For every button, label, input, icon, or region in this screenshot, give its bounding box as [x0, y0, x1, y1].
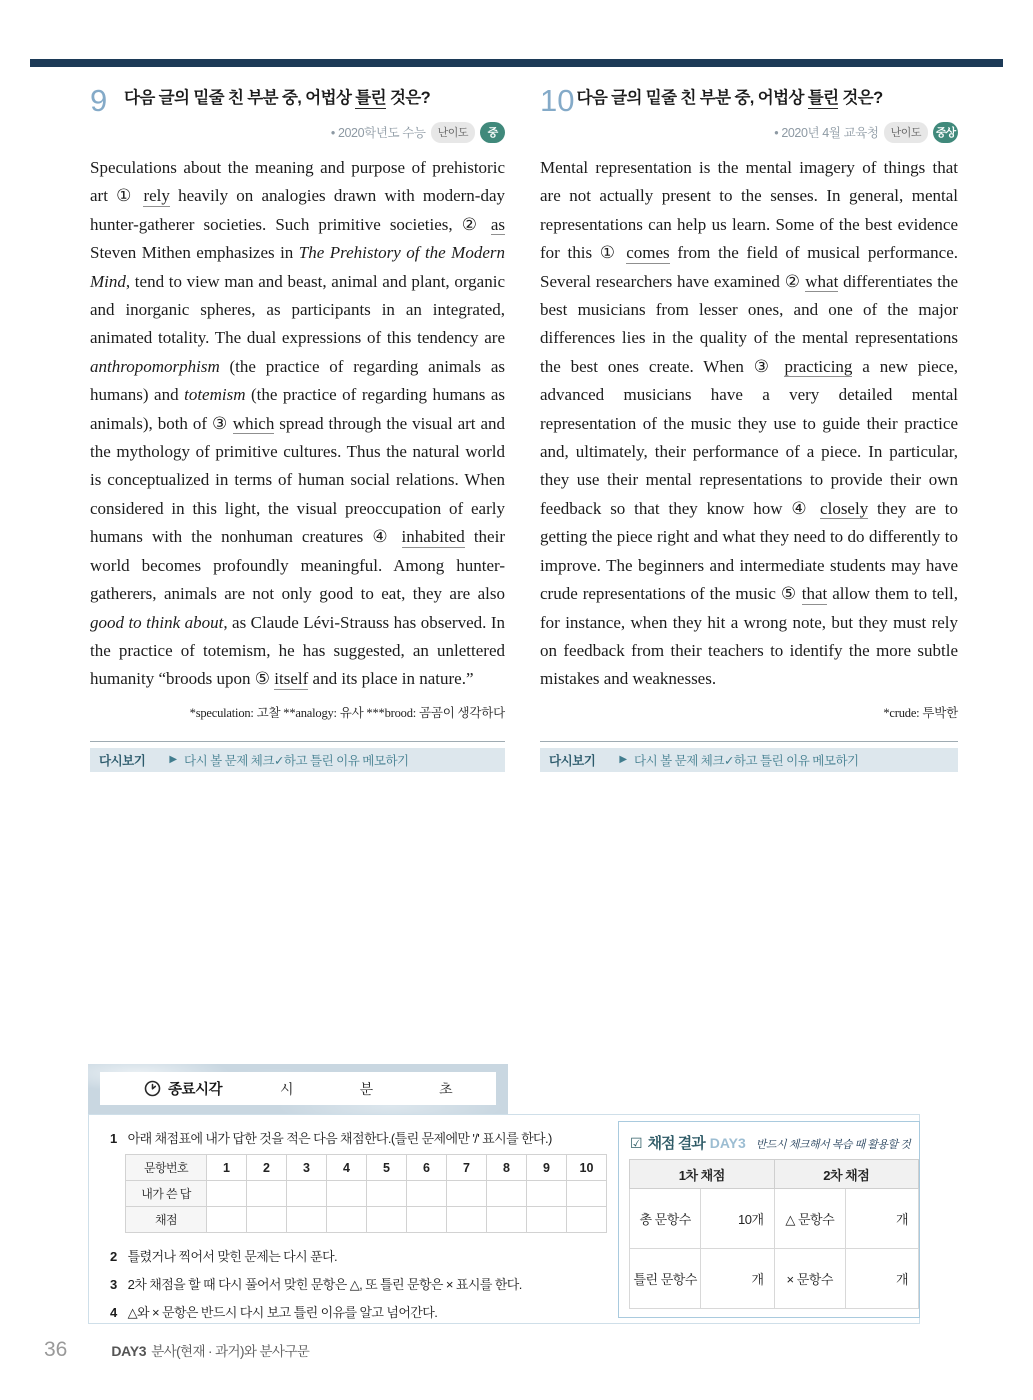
question-number: 9	[90, 83, 108, 118]
question-title-underlined: 틀린	[807, 89, 839, 107]
review-label: 다시보기	[549, 753, 596, 768]
score-header-cell: 1	[207, 1155, 247, 1181]
row-label: 채점	[126, 1207, 207, 1233]
clock-icon	[144, 1080, 161, 1097]
footer-day-label: DAY3	[111, 1343, 147, 1359]
instruction-number: 1	[110, 1131, 117, 1146]
question-meta	[540, 121, 958, 143]
passage-footnote: *speculation: 고찰 **analogy: 유사 ***brood: 곰곰이 생각하다	[189, 705, 505, 720]
review-label: 다시보기	[99, 753, 146, 768]
result-row	[630, 1189, 919, 1249]
divider	[540, 741, 958, 742]
result-label: 틀린 문항수	[630, 1249, 701, 1309]
end-time-bar	[100, 1072, 496, 1105]
result-value: 10개	[701, 1189, 774, 1249]
second-unit: 초	[439, 1080, 453, 1097]
instruction-text: 아래 채점표에 내가 답한 것을 적은 다음 채점한다.(틀린 문제에만 '/' 표시를 한다.)	[127, 1131, 552, 1146]
play-arrow-icon: ▶	[619, 754, 628, 766]
answer-cell	[207, 1181, 247, 1207]
page-number: 36	[44, 1338, 68, 1361]
play-arrow-icon: ▶	[169, 754, 178, 766]
result-label: 총 문항수	[630, 1189, 701, 1249]
handwritten-note: 반드시 체크해서 복습 때 활용할 것	[755, 1139, 911, 1151]
question-10-header	[540, 84, 958, 118]
result-header-cell: 1차 채점	[630, 1160, 775, 1189]
passage-text: Speculations about the meaning and purpose of prehistoric art ① rely heavily on analogies drawn with modern-day hunter-gatherer societies. Such primitive societies, ② as Steven Mithen emphasizes in The Prehistory of the Modern Mind, tend to view man and beast, animal and plant, organic and inorganic spheres, as participants in an integrated, animated totality. The dual expressions of this tendency are anthropomorphism (the practice of regarding animals as humans) and totemism (the practice of regarding humans as animals), both of ③ which spread through the visual art and the mythology of primitive cultures. Thus the natural world is conceptualized in terms of human social relations. When considered in this light, the visual preoccupation of early humans with the nonhuman creatures ④ inhabited their world becomes profoundly meaningful. Among hunter-gatherers, animals are not only good to eat, they are also good to think about, as Claude Lévi-Strauss has observed. In the practice of totemism, he has suggested, an unlettered humanity “broods upon ⑤ itself and its place in nature.”	[90, 158, 506, 689]
result-label: × 문항수	[774, 1249, 845, 1309]
end-time-label: 종료시각	[168, 1082, 223, 1098]
grade-cell	[407, 1207, 447, 1233]
score-header-cell: 5	[367, 1155, 407, 1181]
review-bar	[90, 748, 505, 772]
answer-cell	[527, 1181, 567, 1207]
grade-cell	[487, 1207, 527, 1233]
instruction-text: △와 × 문항은 반드시 다시 보고 틀린 이유를 알고 넘어간다.	[127, 1305, 438, 1320]
score-header-cell: 9	[527, 1155, 567, 1181]
score-table	[125, 1154, 607, 1233]
answer-cell	[447, 1181, 487, 1207]
result-title: 채점 결과	[647, 1135, 705, 1152]
result-header-cell: 2차 채점	[774, 1160, 918, 1189]
question-title-suffix: 것은?	[385, 89, 431, 107]
result-day-label: DAY3	[709, 1135, 746, 1151]
result-title-row	[630, 1132, 910, 1153]
result-value: 개	[845, 1249, 918, 1309]
minute-unit: 분	[359, 1080, 374, 1097]
grade-cell	[247, 1207, 287, 1233]
difficulty-badge: 중	[480, 122, 505, 143]
instruction-4	[110, 1302, 437, 1321]
question-9-header	[90, 84, 505, 118]
review-text: 다시 볼 문제 체크✓하고 틀린 이유 메모하기	[184, 753, 409, 768]
result-value: 개	[701, 1249, 774, 1309]
footer-chapter-title: 분사(현재 · 과거)와 분사구문	[151, 1344, 310, 1359]
question-title-suffix: 것은?	[838, 89, 883, 107]
answer-cell	[487, 1181, 527, 1207]
score-header-cell: 4	[327, 1155, 367, 1181]
score-header-cell: 7	[447, 1155, 487, 1181]
answer-cell	[407, 1181, 447, 1207]
instruction-number: 4	[110, 1305, 117, 1320]
question-number: 10	[540, 83, 575, 118]
instruction-3	[110, 1274, 522, 1293]
question-title	[576, 88, 882, 109]
review-bar	[540, 748, 958, 772]
answer-cell	[327, 1181, 367, 1207]
divider	[90, 741, 505, 742]
answer-cell	[287, 1181, 327, 1207]
instruction-text: 틀렸거나 찍어서 맞힌 문제는 다시 푼다.	[127, 1249, 338, 1264]
question-meta	[90, 121, 505, 143]
hour-unit: 시	[280, 1080, 294, 1097]
score-header-cell: 6	[407, 1155, 447, 1181]
score-header-cell: 8	[487, 1155, 527, 1181]
result-table	[629, 1159, 919, 1309]
checkbox-icon: ☑	[630, 1135, 643, 1151]
answer-cell	[247, 1181, 287, 1207]
difficulty-label: 난이도	[884, 122, 928, 143]
score-table-header-row	[126, 1155, 607, 1181]
question-title-text: 다음 글의 밑줄 친 부분 중, 어법상	[576, 89, 808, 107]
question-title-underlined: 틀린	[355, 89, 386, 107]
passage-footnote: *crude: 투박한	[883, 705, 958, 720]
grade-cell	[207, 1207, 247, 1233]
grade-cell	[447, 1207, 487, 1233]
grade-cell	[367, 1207, 407, 1233]
result-panel	[618, 1121, 920, 1318]
instruction-2	[110, 1246, 337, 1265]
instruction-number: 2	[110, 1249, 117, 1264]
answer-cell	[367, 1181, 407, 1207]
question-9-block	[90, 84, 505, 772]
instruction-text: 2차 채점을 할 때 다시 풀어서 맞힌 문항은 △, 또 틀린 문항은 × 표시를 한다.	[127, 1277, 522, 1292]
grading-panel	[88, 1114, 920, 1324]
end-time-section	[88, 1064, 508, 1114]
answer-cell	[567, 1181, 607, 1207]
question-title	[124, 88, 430, 109]
result-header-row	[630, 1160, 919, 1189]
passage-text: Mental representation is the mental imagery of things that are not actually present to the senses. In general, mental representations can help us learn. Some of the best evidence for this ① comes from the field of musical performance. Several researchers have examined ② what differentiates the best musicians from lesser ones, and one of the major differences lies in the quality of the mental representations the best ones create. When ③ practicing a new piece, advanced musicians have a very detailed mental representation of the music they use to guide their practice and, ultimately, their performance of a piece. In particular, they use their mental representations to provide their own feedback so that they know how ④ closely they are to getting the piece right and what they need to do differently to improve. The beginners and intermediate students may have crude representations of the music ⑤ that allow them to tell, for instance, when they hit a wrong note, but they must rely on feedback from their teachers to identify the more subtle mistakes and weaknesses.	[540, 158, 958, 689]
question-source: • 2020학년도 수능	[330, 126, 426, 140]
grade-cell	[527, 1207, 567, 1233]
result-value: 개	[845, 1189, 918, 1249]
grading-row	[126, 1207, 607, 1233]
result-row	[630, 1249, 919, 1309]
score-header-cell: 2	[247, 1155, 287, 1181]
result-label: △ 문항수	[774, 1189, 845, 1249]
grade-cell	[567, 1207, 607, 1233]
grade-cell	[287, 1207, 327, 1233]
score-header-cell: 문항번호	[126, 1155, 207, 1181]
question-source: • 2020년 4월 교육청	[774, 126, 879, 140]
row-label: 내가 쓴 답	[126, 1181, 207, 1207]
score-header-cell: 10	[567, 1155, 607, 1181]
score-header-cell: 3	[287, 1155, 327, 1181]
grade-cell	[327, 1207, 367, 1233]
top-divider-rule	[30, 59, 1003, 67]
instruction-1	[110, 1128, 552, 1147]
my-answer-row	[126, 1181, 607, 1207]
difficulty-label: 난이도	[431, 122, 475, 143]
difficulty-badge: 중상	[933, 122, 958, 143]
instruction-number: 3	[110, 1277, 117, 1292]
page-footer	[44, 1338, 309, 1362]
question-10-block	[540, 84, 958, 772]
review-text: 다시 볼 문제 체크✓하고 틀린 이유 메모하기	[634, 753, 859, 768]
question-title-text: 다음 글의 밑줄 친 부분 중, 어법상	[124, 89, 356, 107]
